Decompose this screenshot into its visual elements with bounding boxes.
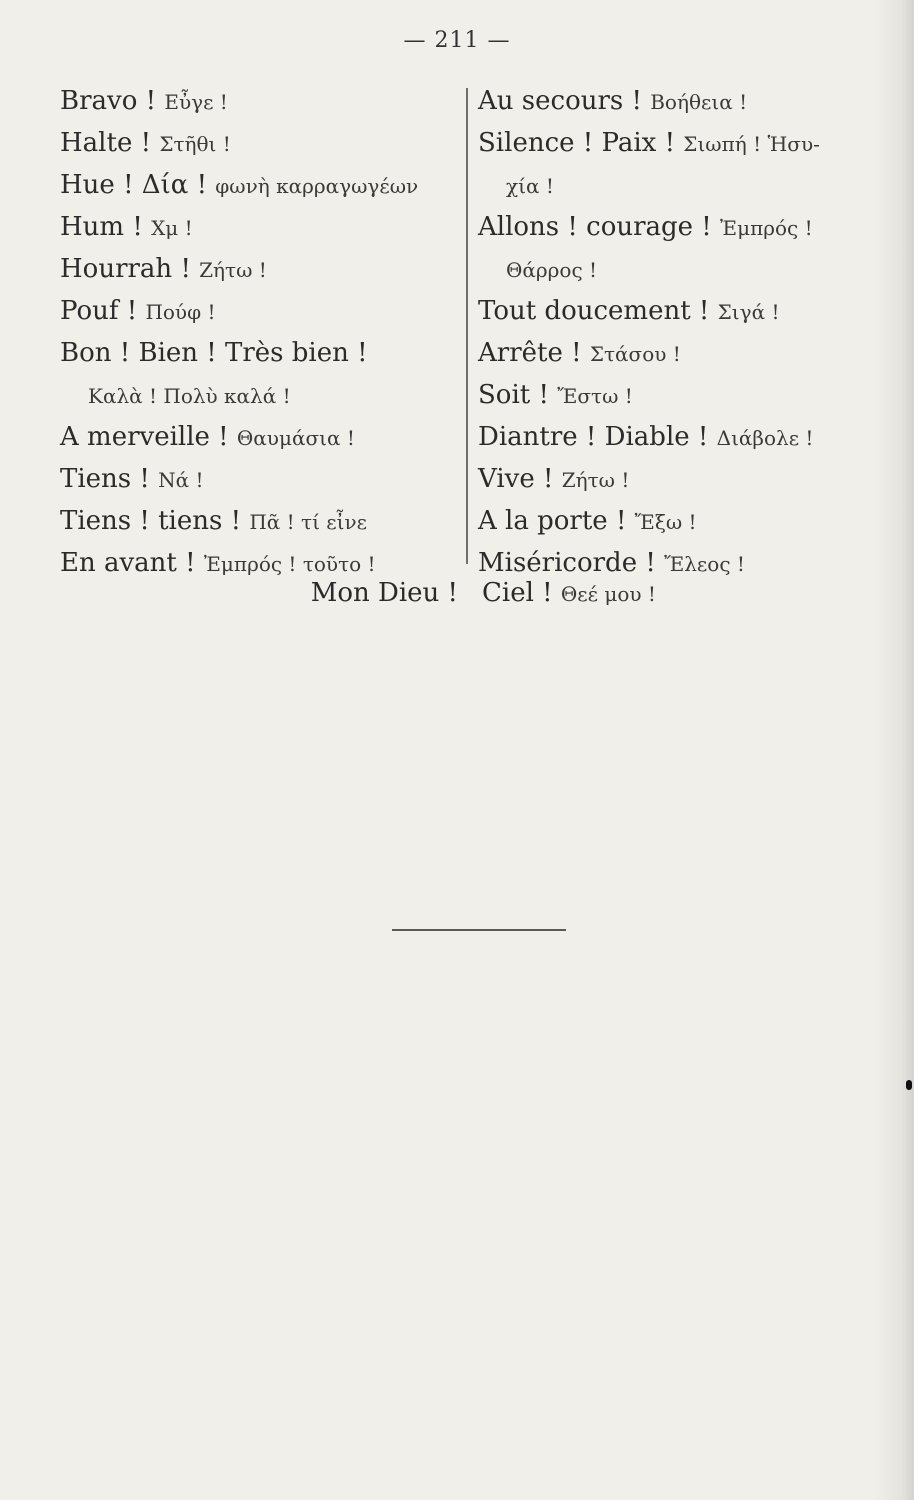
right-line xyxy=(478,248,898,290)
french-text: Au secours ! xyxy=(478,86,642,116)
greek-text: Στῆθι ! xyxy=(159,132,231,156)
french-text: Bravo ! xyxy=(60,86,157,116)
greek-text: χία ! xyxy=(506,174,554,198)
left-line xyxy=(60,164,460,206)
right-column xyxy=(478,80,898,584)
greek-text: Στάσου ! xyxy=(589,342,681,366)
right-line xyxy=(478,206,898,248)
final-line-continuation xyxy=(482,572,656,615)
left-line xyxy=(60,290,460,332)
french-text: Arrête ! xyxy=(478,338,582,368)
french-text: Pouf ! xyxy=(60,296,138,326)
left-line xyxy=(60,122,460,164)
left-line xyxy=(60,374,460,416)
scan-speck xyxy=(906,1080,912,1090)
french-text: Hourrah ! xyxy=(60,254,191,284)
greek-text: Θάρρος ! xyxy=(506,258,598,282)
greek-text: Ζήτω ! xyxy=(561,468,630,492)
french-text: Silence ! Paix ! xyxy=(478,128,676,158)
greek-text: Καλὰ ! Πολὺ καλά ! xyxy=(88,384,291,408)
greek-text: Νά ! xyxy=(158,468,204,492)
french-text: Tiens ! xyxy=(60,464,150,494)
greek-text: Ζήτω ! xyxy=(199,258,267,282)
section-rule xyxy=(392,929,566,931)
left-line xyxy=(60,206,460,248)
greek-text: Θεέ μου ! xyxy=(560,582,656,606)
french-text: Vive ! xyxy=(478,464,554,494)
greek-text: φωνὴ καρραγωγέων xyxy=(215,174,419,198)
left-line xyxy=(60,458,460,500)
french-text: A la porte ! xyxy=(478,506,627,536)
greek-text: Ἐμπρός ! τοῦτο ! xyxy=(203,552,376,576)
left-line xyxy=(60,500,460,542)
right-line xyxy=(478,290,898,332)
french-text: Halte ! xyxy=(60,128,152,158)
french-text: Bon ! Bien ! Très bien ! xyxy=(60,338,368,368)
french-text: Miséricorde ! xyxy=(478,548,656,578)
right-line xyxy=(478,416,898,458)
page-number: — 211 — xyxy=(403,28,511,53)
greek-text: Βοήθεια ! xyxy=(650,90,748,114)
right-line xyxy=(478,500,898,542)
greek-text: Θαυμάσια ! xyxy=(236,426,355,450)
french-text: Tout doucement ! xyxy=(478,296,710,326)
french-text: Allons ! courage ! xyxy=(478,212,712,242)
greek-text: Ἔξω ! xyxy=(634,510,697,534)
french-text: Hue ! Δία ! xyxy=(60,170,208,200)
greek-text: Διάβολε ! xyxy=(716,426,814,450)
greek-text: Ἐμπρός ! xyxy=(720,216,813,240)
greek-text: Εὖγε ! xyxy=(164,90,228,114)
greek-text: Χμ ! xyxy=(151,216,193,240)
french-text: Diantre ! Diable ! xyxy=(478,422,709,452)
french-text: Ciel ! xyxy=(482,578,553,608)
greek-text: Σιωπή ! Ἡσυ- xyxy=(683,132,820,156)
greek-text: Ἔστω ! xyxy=(557,384,633,408)
column-divider xyxy=(466,88,468,564)
right-line xyxy=(478,458,898,500)
left-line xyxy=(60,248,460,290)
french-text: A merveille ! xyxy=(60,422,229,452)
final-line xyxy=(0,572,914,614)
right-line xyxy=(478,164,898,206)
left-line xyxy=(60,416,460,458)
final-line-french: Mon Dieu ! xyxy=(310,578,458,608)
right-line xyxy=(478,122,898,164)
greek-text: Πούφ ! xyxy=(145,300,216,324)
left-column xyxy=(60,80,460,584)
right-line xyxy=(478,332,898,374)
french-text: En avant ! xyxy=(60,548,196,578)
french-text: Soit ! xyxy=(478,380,549,410)
left-line xyxy=(60,80,460,122)
right-line xyxy=(478,80,898,122)
right-line xyxy=(478,374,898,416)
greek-text: Ἔλεος ! xyxy=(664,552,745,576)
left-line xyxy=(60,332,460,374)
greek-text: Σιγά ! xyxy=(717,300,780,324)
greek-text: Πᾶ ! τί εἶνε xyxy=(249,510,368,534)
french-text: Hum ! xyxy=(60,212,143,242)
french-text: Tiens ! tiens ! xyxy=(60,506,242,536)
